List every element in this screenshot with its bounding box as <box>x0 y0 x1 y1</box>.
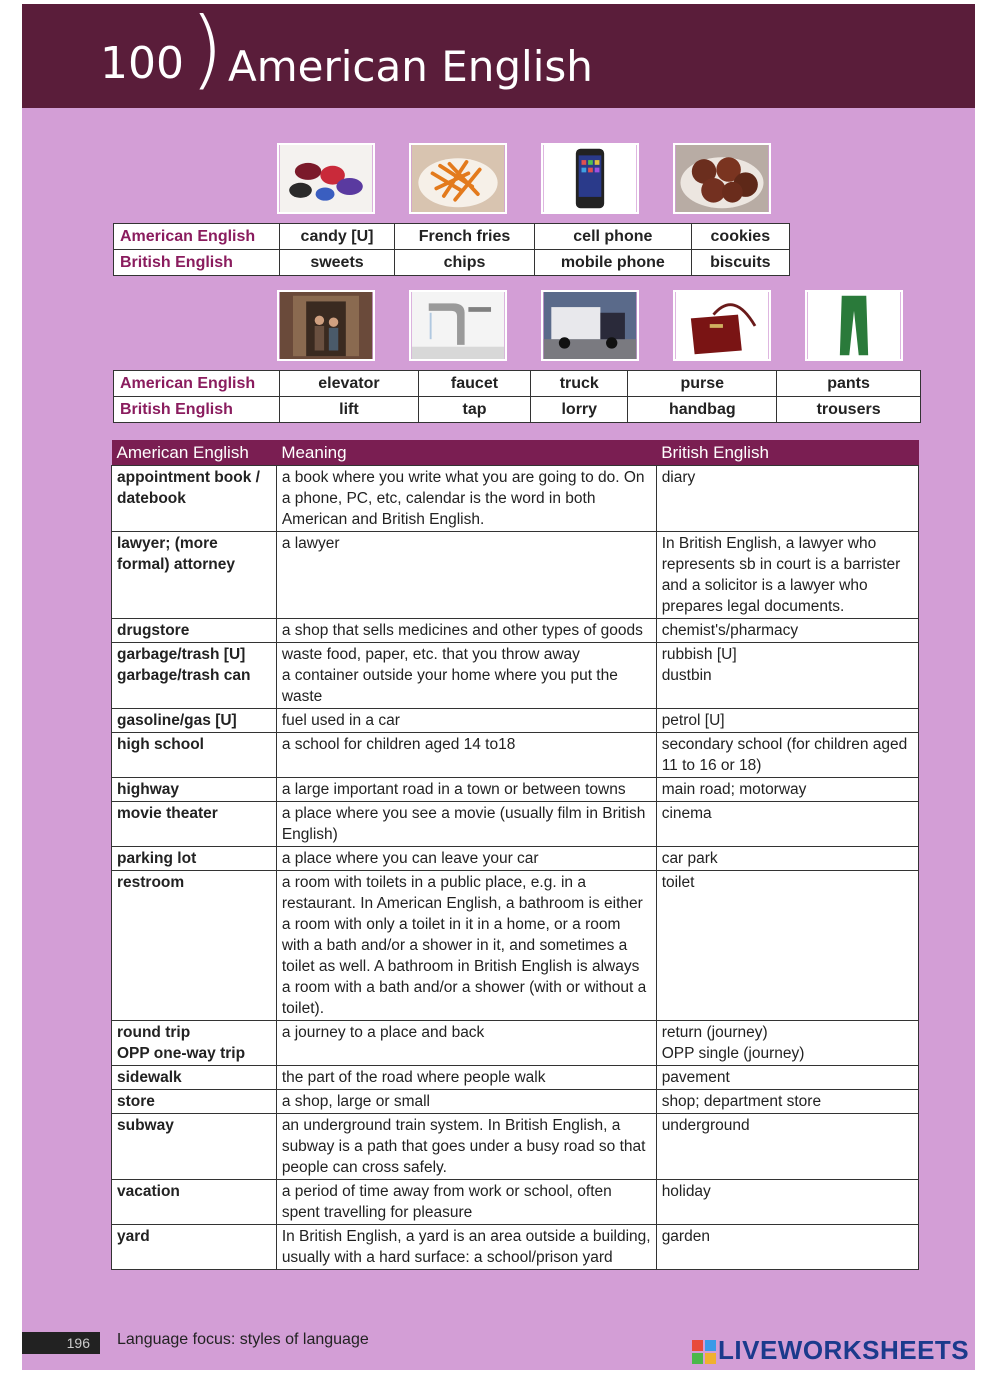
table-row <box>112 802 919 847</box>
meaning-text-cell <box>276 466 656 532</box>
british-row <box>114 250 790 276</box>
british-term: holiday <box>661 1183 711 1200</box>
british-term-cell <box>656 643 918 709</box>
meaning-text: a shop that sells medicines and other types of goods <box>281 622 643 639</box>
unit-number: 100 <box>100 38 184 89</box>
american-row <box>114 224 790 250</box>
british-term: In British English, a lawyer who represents sb in court is a barrister and a solicitor is a lawyer who prepares legal documents. <box>661 535 901 615</box>
table-row <box>112 1114 919 1180</box>
british-term: car park <box>661 850 718 867</box>
header-meaning: Meaning <box>276 440 656 466</box>
american-term-cell <box>112 1066 277 1090</box>
american-row <box>114 371 921 397</box>
american-term-cell <box>112 847 277 871</box>
american-term-cell <box>112 733 277 778</box>
meaning-text: fuel used in a car <box>281 712 400 729</box>
american-term-cell <box>112 1114 277 1180</box>
british-term: diary <box>661 469 696 486</box>
word-cell: trousers <box>777 397 921 423</box>
meaning-text-cell <box>276 778 656 802</box>
brand-name: LIVEWORKSHEETS <box>718 1335 970 1365</box>
word-cell: lorry <box>531 397 628 423</box>
british-term: chemist's/pharmacy <box>661 622 799 639</box>
meaning-text-cell <box>276 1066 656 1090</box>
meaning-text-cell <box>276 1180 656 1225</box>
meaning-text: a school for children aged 14 to18 <box>281 736 516 753</box>
meaning-text-cell <box>276 1114 656 1180</box>
table-row <box>112 466 919 532</box>
american-term: lawyer; (more formal) attorney <box>117 535 235 573</box>
header-british: British English <box>656 440 918 466</box>
meaning-text-cell <box>276 847 656 871</box>
british-term: main road; motorway <box>661 781 807 798</box>
american-term-cell <box>112 709 277 733</box>
word-cell: purse <box>628 371 777 397</box>
meaning-text: a journey to a place and back <box>281 1024 485 1041</box>
word-cell: candy [U] <box>280 224 395 250</box>
meaning-text: an underground train system. In British English, a subway is a path that goes under a busy road so that people can cross safely. <box>281 1117 646 1176</box>
british-term: dustbin <box>661 667 712 684</box>
word-cell: handbag <box>628 397 777 423</box>
american-term: highway <box>117 781 180 798</box>
british-term-cell <box>656 466 918 532</box>
american-label: American English <box>114 371 280 397</box>
section-title: Language focus: styles of language <box>117 1331 369 1348</box>
british-term-cell <box>656 871 918 1021</box>
meaning-text: a period of time away from work or school, often spent travelling for pleasure <box>281 1183 612 1221</box>
word-cell: French fries <box>395 224 535 250</box>
british-term: secondary school (for children aged 11 to 16 or 18) <box>661 736 908 774</box>
british-term-cell <box>656 1180 918 1225</box>
header-divider: ) <box>190 4 224 99</box>
meaning-text-cell <box>276 802 656 847</box>
british-term-cell <box>656 778 918 802</box>
meaning-text-cell <box>276 643 656 709</box>
table-row <box>112 733 919 778</box>
cookies-icon <box>673 143 771 214</box>
meaning-text-cell <box>276 733 656 778</box>
american-term-cell <box>112 643 277 709</box>
british-term-cell <box>656 1225 918 1270</box>
meaning-text-cell <box>276 1090 656 1114</box>
british-term: shop; department store <box>661 1093 822 1110</box>
american-term-cell <box>112 778 277 802</box>
american-term: OPP one-way trip <box>117 1045 246 1062</box>
british-term: garden <box>661 1228 710 1245</box>
meaning-text: In British English, a yard is an area outside a building, usually with a hard surface: a school/prison yard <box>281 1228 651 1266</box>
meaning-text-cell <box>276 532 656 619</box>
truck-icon <box>541 290 639 361</box>
american-term: garbage/trash [U] <box>117 646 246 663</box>
american-term: subway <box>117 1117 174 1134</box>
british-row <box>114 397 921 423</box>
british-term-cell <box>656 1114 918 1180</box>
page-number: 196 <box>22 1332 100 1354</box>
table-row <box>112 1066 919 1090</box>
american-term-cell <box>112 871 277 1021</box>
british-term: return (journey) <box>661 1024 768 1041</box>
american-term: appointment book / datebook <box>117 469 260 507</box>
word-cell: biscuits <box>691 250 789 276</box>
american-label: American English <box>114 224 280 250</box>
american-term: sidewalk <box>117 1069 182 1086</box>
american-term-cell <box>112 619 277 643</box>
british-term: pavement <box>661 1069 730 1086</box>
american-term-cell <box>112 532 277 619</box>
american-term: store <box>117 1093 155 1110</box>
american-term-cell <box>112 1225 277 1270</box>
american-term-cell <box>112 802 277 847</box>
american-term: high school <box>117 736 204 753</box>
american-term-cell <box>112 466 277 532</box>
faucet-icon <box>409 290 507 361</box>
british-term-cell <box>656 709 918 733</box>
meaning-text: a lawyer <box>281 535 340 552</box>
british-term-cell <box>656 619 918 643</box>
word-cell: elevator <box>280 371 419 397</box>
word-cell: cell phone <box>535 224 692 250</box>
word-table-1 <box>113 223 790 276</box>
american-term: parking lot <box>117 850 197 867</box>
unit-header <box>22 4 975 108</box>
british-term: toilet <box>661 874 695 891</box>
table-row <box>112 532 919 619</box>
meaning-text: waste food, paper, etc. that you throw away <box>281 646 580 663</box>
word-cell: cookies <box>691 224 789 250</box>
table-row <box>112 778 919 802</box>
pants-icon <box>805 290 903 361</box>
table-row <box>112 1021 919 1066</box>
candy-icon <box>277 143 375 214</box>
american-term: drugstore <box>117 622 190 639</box>
meaning-text: a place where you can leave your car <box>281 850 539 867</box>
table-row <box>112 619 919 643</box>
word-cell: truck <box>531 371 628 397</box>
table-row <box>112 847 919 871</box>
meaning-text-cell <box>276 619 656 643</box>
british-term: underground <box>661 1117 750 1134</box>
vocabulary-table <box>111 440 919 1270</box>
french-fries-icon <box>409 143 507 214</box>
british-term: cinema <box>661 805 712 822</box>
table-row <box>112 643 919 709</box>
table-header-row <box>112 440 919 466</box>
liveworksheets-logo-icon <box>692 1340 716 1364</box>
british-term-cell <box>656 1066 918 1090</box>
british-term-cell <box>656 1090 918 1114</box>
american-term: restroom <box>117 874 185 891</box>
british-term-cell <box>656 532 918 619</box>
meaning-text-cell <box>276 709 656 733</box>
cell-phone-icon <box>541 143 639 214</box>
header-american: American English <box>112 440 277 466</box>
british-term: rubbish [U] <box>661 646 737 663</box>
american-term: round trip <box>117 1024 191 1041</box>
word-cell: faucet <box>418 371 530 397</box>
word-cell: sweets <box>280 250 395 276</box>
word-cell: tap <box>418 397 530 423</box>
meaning-text: the part of the road where people walk <box>281 1069 546 1086</box>
word-cell: lift <box>280 397 419 423</box>
worksheet-page <box>22 4 975 1370</box>
british-term-cell <box>656 802 918 847</box>
american-term: movie theater <box>117 805 218 822</box>
meaning-text-cell <box>276 1225 656 1270</box>
table-row <box>112 1090 919 1114</box>
british-term: petrol [U] <box>661 712 725 729</box>
british-label: British English <box>114 397 280 423</box>
table-row <box>112 709 919 733</box>
american-term-cell <box>112 1180 277 1225</box>
american-term: vacation <box>117 1183 180 1200</box>
meaning-text: a book where you write what you are going to do. On a phone, PC, etc, calendar is the word in both American and British English. <box>281 469 645 528</box>
word-cell: mobile phone <box>535 250 692 276</box>
meaning-text: a place where you see a movie (usually film in British English) <box>281 805 646 843</box>
meaning-text: a room with toilets in a public place, e.g. in a restaurant. In American English, a bathroom is either a room with only a toilet in it in a home, or a room with a bath and/or a shower in it, and sometimes a toilet as well. A bathroom in British English is always a room with a bath and/or a shower (with or without a toilet). <box>281 874 647 1017</box>
elevator-icon <box>277 290 375 361</box>
meaning-text: a shop, large or small <box>281 1093 430 1110</box>
american-term-cell <box>112 1090 277 1114</box>
american-term: yard <box>117 1228 150 1245</box>
british-term-cell <box>656 847 918 871</box>
table-row <box>112 1180 919 1225</box>
word-table-2 <box>113 370 921 423</box>
meaning-text-cell <box>276 1021 656 1066</box>
meaning-text: a container outside your home where you put the waste <box>281 667 618 705</box>
british-label: British English <box>114 250 280 276</box>
purse-icon <box>673 290 771 361</box>
word-cell: chips <box>395 250 535 276</box>
british-term-cell <box>656 1021 918 1066</box>
american-term: gasoline/gas [U] <box>117 712 237 729</box>
british-term-cell <box>656 733 918 778</box>
american-term: garbage/trash can <box>117 667 251 684</box>
american-term-cell <box>112 1021 277 1066</box>
word-cell: pants <box>777 371 921 397</box>
meaning-text: a large important road in a town or between towns <box>281 781 626 798</box>
table-row <box>112 1225 919 1270</box>
table-row <box>112 871 919 1021</box>
unit-title: American English <box>228 42 593 91</box>
meaning-text-cell <box>276 871 656 1021</box>
british-term: OPP single (journey) <box>661 1045 805 1062</box>
